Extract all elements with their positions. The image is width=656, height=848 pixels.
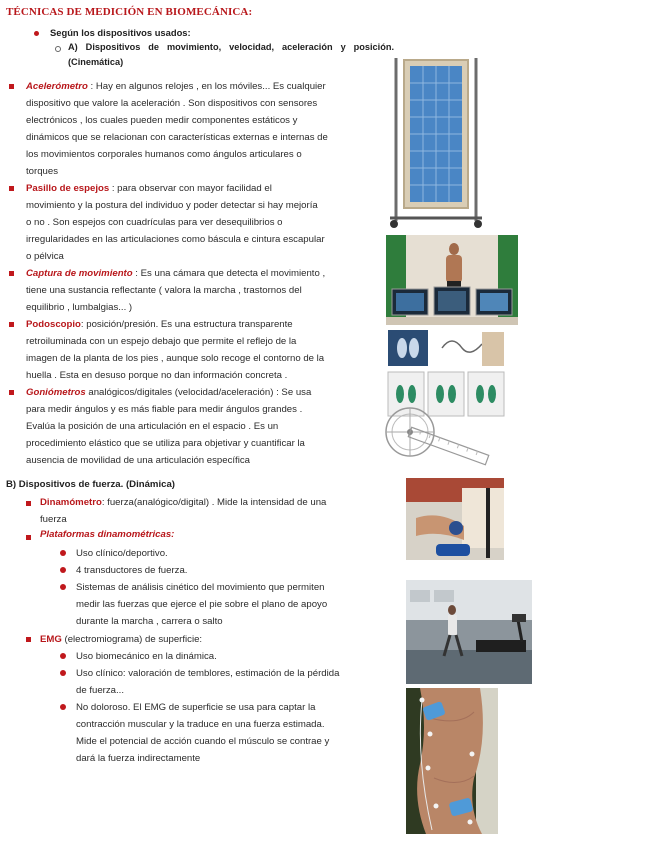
sub-bullet-circle: [55, 46, 61, 52]
platforms-bullet-1: Uso clínico/deportivo.: [76, 548, 168, 559]
bullet-square: [9, 84, 14, 89]
item-goniometers: [6, 384, 366, 469]
bullet-square: [9, 186, 14, 191]
item-text: Acelerómetro : Hay en algunos relojes , en los móviles... Es cualquier dispositivo que valore la aceleración . Son dispositivos con sensores electrónicos , los cuales pueden medir componentes estáticos y dinámicos que se relacionan con características externas e internas de los movimientos corporales humanos como ángulos articulares o torques: [26, 81, 328, 177]
term-motion-capture: Captura de movimiento: [26, 268, 133, 279]
page-title: TÉCNICAS DE MEDICIÓN EN BIOMECÁNICA:: [6, 6, 253, 18]
term-emg: EMG: [40, 634, 62, 645]
item-podoscope: [6, 316, 366, 384]
bullet-square: [26, 501, 31, 506]
bullet-square: [26, 637, 31, 642]
bullet-square: [9, 390, 14, 395]
term-force-platforms: Plataformas dinamométricas:: [40, 529, 175, 540]
term-mirror-corridor: Pasillo de espejos: [26, 183, 110, 194]
mirror-grid-image: [386, 56, 486, 232]
subsection-a-line2: (Cinemática): [68, 57, 124, 67]
term-dynamometer: Dinamómetro: [40, 497, 102, 508]
intro-bullet: Según los dispositivos usados:: [50, 27, 191, 38]
motion-capture-image: [386, 235, 518, 325]
term-podoscope: Podoscopio: [26, 319, 81, 330]
item-mirror-corridor: [6, 180, 366, 265]
bullet-dot: [60, 550, 66, 556]
bullet-square: [9, 271, 14, 276]
platforms-bullet-3: Sistemas de análisis cinético del movimiento que permiten medir las fuerzas que ejerce el pie sobre el plano de apoyo durante la marcha , carrera o salto: [76, 582, 328, 627]
goniometer-image: [376, 396, 496, 476]
platforms-bullet-2: 4 transductores de fuerza.: [76, 565, 188, 576]
term-goniometers: Goniómetros: [26, 387, 86, 398]
item-text: Pasillo de espejos : para observar con mayor facilidad el movimiento y la postura del individuo y poder detectar si hay mejoría o no . Son espejos con cuadrículas para ver desequilibrios o irregularidades en las articulaciones como báscula e cintura escapular o pélvica: [26, 183, 325, 262]
item-dynamometer: Dinamómetro: fuerza(analógico/digital) . Mide la intensidad de una fuerza: [40, 497, 327, 525]
item-text: Goniómetros analógicos/digitales (velocidad/aceleración) : Se usa para medir ángulos y es más fiable para medir ángulos grandes . Evalúa la posición de una articulación en el espacio . Es un procedimiento elástico que se utiliza para objetivar y cuantificar la ausencia de movilidad de una articulación específica: [26, 387, 312, 466]
item-emg: EMG (electromiograma) de superficie:: [40, 634, 203, 645]
emg-image: [406, 688, 498, 834]
dynamometer-image: [406, 478, 504, 560]
item-motion-capture: [6, 265, 366, 316]
bullet-square: [26, 535, 31, 540]
item-accelerometer: [6, 78, 366, 180]
emg-bullet-3: No doloroso. El EMG de superficie se usa para captar la contracción muscular y la traduce en una fuerza estimada. Mide el potencial de acción cuando el músculo se contrae y dará la fuerza indirectamente: [76, 702, 330, 764]
bullet-dot: [60, 670, 66, 676]
emg-bullet-2: Uso clínico: valoración de temblores, estimación de la pérdida de fuerza...: [76, 668, 340, 696]
bullet-dot: [34, 31, 39, 36]
bullet-dot: [60, 584, 66, 590]
bullet-dot: [60, 567, 66, 573]
item-text: Podoscopio: posición/presión. Es una estructura transparente retroiluminada con un espejo debajo que permite el reflejo de la imagen de la planta de los pies , aunque solo recoge el contorno de la huella . Esta en desuso porque no dan información concreta .: [26, 319, 325, 381]
item-text: Captura de movimiento : Es una cámara que detecta el movimiento , tiene una sustancia reflectante ( valora la marcha , trastornos del equilibrio , lumbalgias... ): [26, 268, 326, 313]
term-accelerometer: Acelerómetro: [26, 81, 88, 92]
force-platform-image: [406, 580, 532, 684]
emg-bullet-1: Uso biomecánico en la dinámica.: [76, 651, 217, 662]
section-b-heading: B) Dispositivos de fuerza. (Dinámica): [6, 479, 175, 490]
bullet-square: [9, 322, 14, 327]
bullet-dot: [60, 653, 66, 659]
subsection-a-line1: A) Dispositivos de movimiento, velocidad, aceleración y posición.: [68, 42, 394, 52]
bullet-dot: [60, 704, 66, 710]
kinematic-list: [6, 78, 366, 469]
